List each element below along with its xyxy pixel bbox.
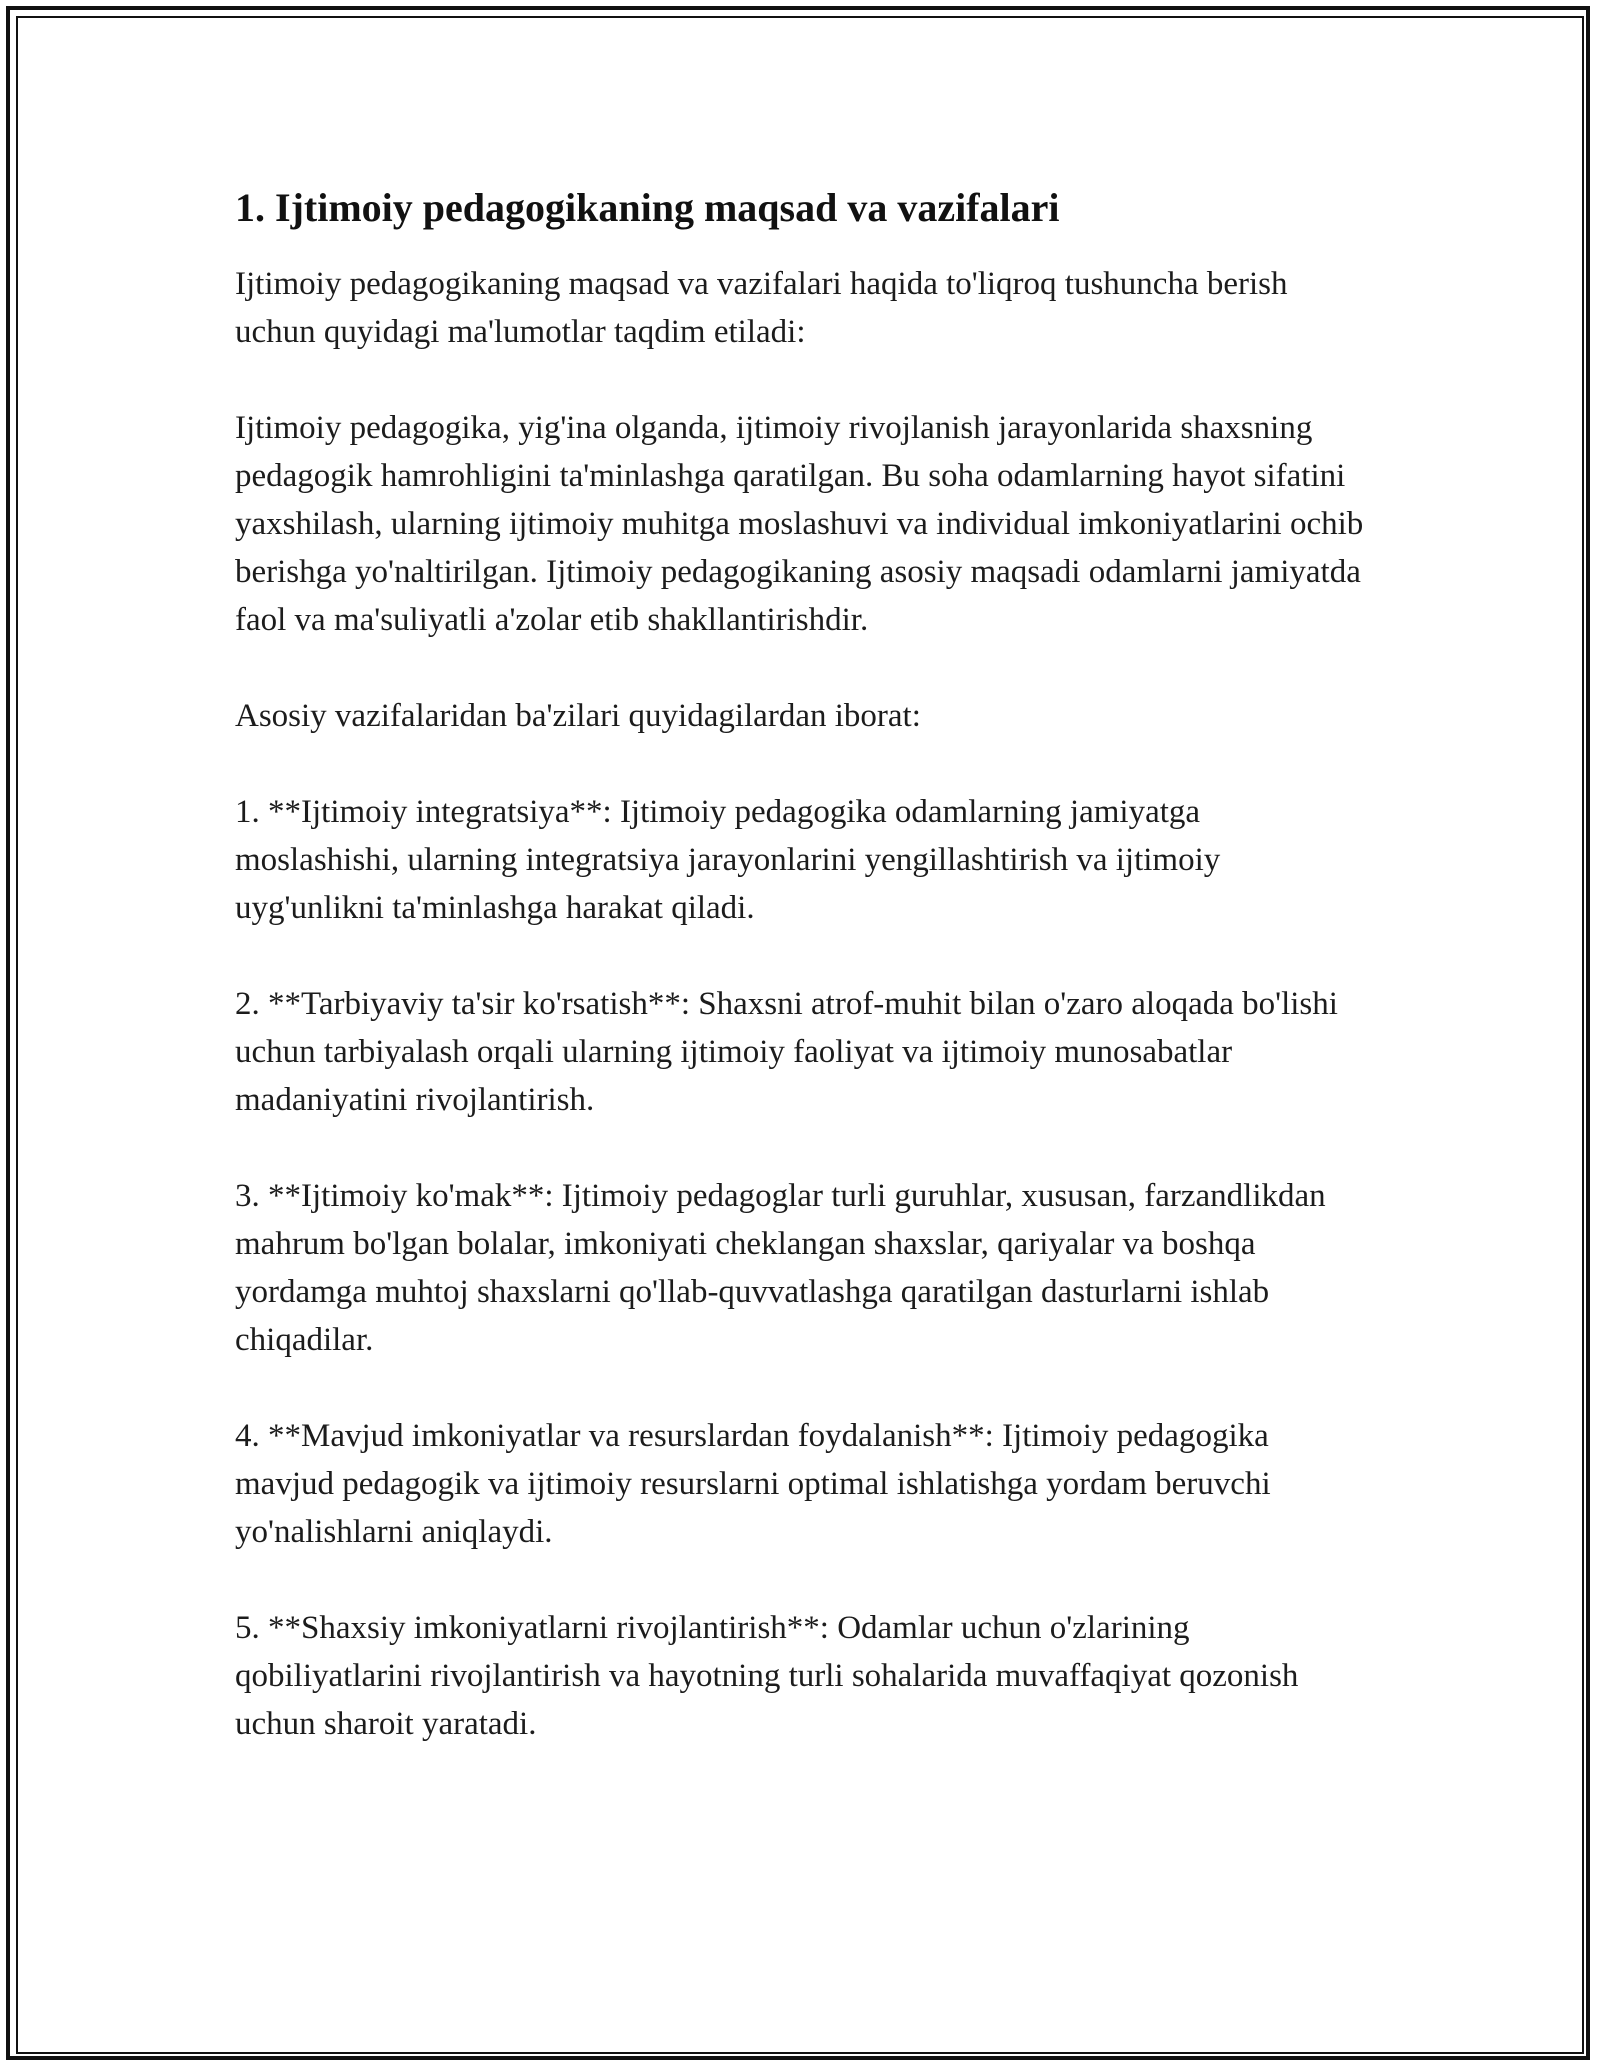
definition-paragraph: Ijtimoiy pedagogika, yig'ina olganda, ijtimoiy rivojlanish jarayonlarida shaxsning pedagogik hamrohligini ta'minlashga qaratilgan. Bu soha odamlarning hayot sifatini yaxshilash, ularning ijtimoiy muhitga moslashuvi va individual imkoniyatlarini ochib berishga yo'naltirilgan. Ijtimoiy pedagogikaning asosiy maqsadi odamlarni jamiyatda faol va ma'suliyatli a'zolar etib shakllantirishdir. [235,410,1364,638]
document-body [235,182,1365,1796]
tasks-intro-paragraph: Asosiy vazifalaridan ba'zilari quyidagilardan iborat: [235,698,921,734]
task-item-3: 3. **Ijtimoiy ko'mak**: Ijtimoiy pedagoglar turli guruhlar, xususan, farzandlikdan mahrum bo'lgan bolalar, imkoniyati cheklangan shaxslar, qariyalar va boshqa yordamga muhtoj shaxslarni qo'llab-quvvatlashga qaratilgan dasturlarni ishlab chiqadilar. [235,1178,1326,1358]
task-item-4: 4. **Mavjud imkoniyatlar va resurslardan foydalanish**: Ijtimoiy pedagogika mavjud pedagogik va ijtimoiy resurslarni optimal ishlatishga yordam beruvchi yo'nalishlarni aniqlaydi. [235,1418,1271,1550]
task-item-1: 1. **Ijtimoiy integratsiya**: Ijtimoiy pedagogika odamlarning jamiyatga moslashishi, ularning integratsiya jarayonlarini yengillashtirish va ijtimoiy uyg'unlikni ta'minlashga harakat qiladi. [235,794,1221,926]
task-item-2: 2. **Tarbiyaviy ta'sir ko'rsatish**: Shaxsni atrof-muhit bilan o'zaro aloqada bo'lishi uchun tarbiyalash orqali ularning ijtimoiy faoliyat va ijtimoiy munosabatlar madaniyatini rivojlantirish. [235,986,1338,1118]
document-title: 1. Ijtimoiy pedagogikaning maqsad va vazifalari [235,185,1060,230]
intro-paragraph: Ijtimoiy pedagogikaning maqsad va vazifalari haqida to'liqroq tushuncha berish uchun quyidagi ma'lumotlar taqdim etiladi: [235,266,1288,350]
task-item-5: 5. **Shaxsiy imkoniyatlarni rivojlantirish**: Odamlar uchun o'zlarining qobiliyatlarini rivojlantirish va hayotning turli sohalarida muvaffaqiyat qozonish uchun sharoit yaratadi. [235,1610,1299,1742]
